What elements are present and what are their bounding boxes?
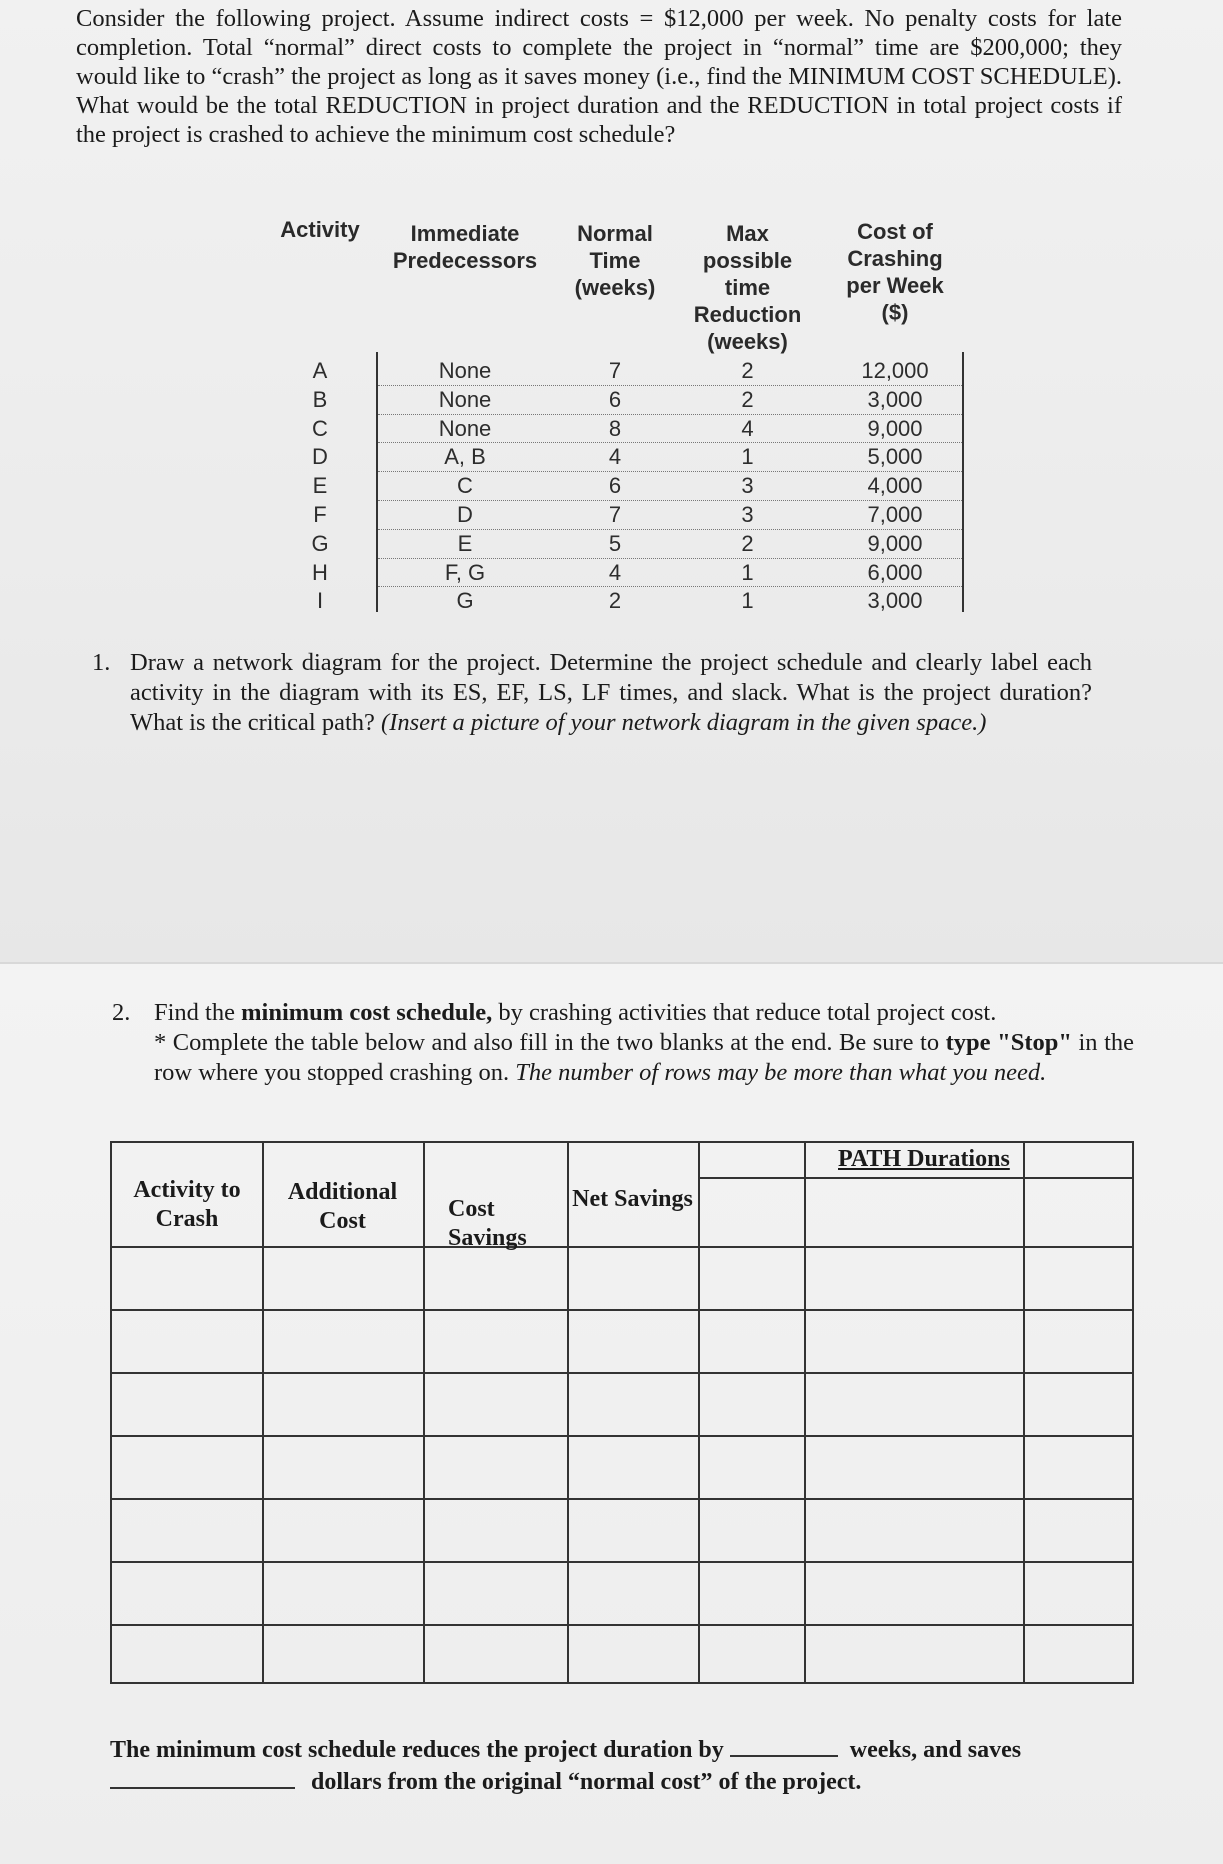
cell-max-reduction: 3 xyxy=(741,502,754,527)
cell-predecessors: None xyxy=(438,415,492,441)
cell-activity: F xyxy=(313,502,327,527)
cell-predecessors: C xyxy=(457,473,473,499)
question-1 xyxy=(92,648,1092,738)
cell-crash-cost: 9,000 xyxy=(867,415,923,441)
cell-normal-time: 7 xyxy=(608,358,622,383)
col-header-crash-cost: Cost of Crashing per Week ($) xyxy=(846,219,944,325)
crash-table-col-divider xyxy=(698,1143,700,1682)
crash-col-activity: Activity to Crash xyxy=(133,1177,241,1232)
cell-normal-time: 8 xyxy=(608,415,622,441)
cell-crash-cost: 4,000 xyxy=(867,473,923,499)
question-2-instruction-b: in the row where you stopped crashing on. xyxy=(154,1029,1134,1086)
crash-table-col-divider xyxy=(567,1143,569,1682)
question-2-number: 2. xyxy=(112,999,131,1026)
question-1-text: Draw a network diagram for the project. Determine the project schedule and clearly label each activity in the diagram with its ES, EF, LS, LF times, and slack. What is the project duration? What is the critical path? xyxy=(130,649,1092,736)
footer-text-c: dollars from the original “normal cost” of the project. xyxy=(311,1769,862,1795)
cell-crash-cost: 12,000 xyxy=(861,358,929,383)
cell-activity: I xyxy=(316,588,324,614)
cell-normal-time: 7 xyxy=(608,502,622,527)
cell-normal-time: 4 xyxy=(608,444,622,470)
question-2-instruction: * Complete the table below and also fill in the two blanks at the end. Be sure to xyxy=(154,1029,946,1056)
question-2 xyxy=(112,998,1134,1088)
cell-max-reduction: 2 xyxy=(741,358,754,383)
crash-col-net-savings: Net Savings xyxy=(572,1186,693,1212)
cell-normal-time: 4 xyxy=(608,559,622,585)
cell-normal-time: 6 xyxy=(608,386,622,412)
cell-predecessors: A, B xyxy=(444,444,486,470)
crash-table-row-divider xyxy=(112,1435,1132,1437)
col-header-normal-time: Normal Time (weeks) xyxy=(574,221,656,300)
crash-table-row-divider xyxy=(112,1561,1132,1563)
table-divider-left xyxy=(376,352,378,612)
cell-activity: G xyxy=(311,530,329,556)
footer-text-a: The minimum cost schedule reduces the project duration by xyxy=(110,1737,724,1763)
cell-predecessors: None xyxy=(438,358,492,383)
cell-crash-cost: 9,000 xyxy=(867,530,923,556)
question-2-type-word: type xyxy=(945,1029,991,1056)
question-1-note: (Insert a picture of your network diagram in the given space.) xyxy=(381,709,987,736)
cell-predecessors: E xyxy=(457,530,473,556)
cost-savings-blank[interactable] xyxy=(110,1765,295,1789)
question-2-text-b: by crashing activities that reduce total project cost. xyxy=(492,999,997,1026)
crash-table-path-divider xyxy=(698,1177,1132,1179)
crash-table-col-divider xyxy=(1023,1143,1025,1682)
question-2-stop-word: "Stop" xyxy=(997,1029,1072,1056)
footer-summary xyxy=(110,1733,1134,1797)
cell-activity: D xyxy=(312,444,328,470)
cell-crash-cost: 6,000 xyxy=(867,559,923,585)
crash-table xyxy=(110,1141,1134,1684)
cell-crash-cost: 3,000 xyxy=(867,386,923,412)
crash-table-row-divider xyxy=(112,1624,1132,1626)
cell-max-reduction: 2 xyxy=(741,530,754,556)
cell-activity: C xyxy=(312,415,328,441)
crash-table-col-divider xyxy=(423,1143,425,1682)
crash-table-col-divider xyxy=(804,1143,806,1682)
cell-crash-cost: 7,000 xyxy=(867,502,923,527)
crash-table-row-divider xyxy=(112,1246,1132,1248)
cell-normal-time: 2 xyxy=(608,588,622,614)
cell-predecessors: D xyxy=(457,502,473,527)
cell-crash-cost: 5,000 xyxy=(867,444,923,470)
cell-predecessors: F, G xyxy=(444,559,486,585)
cell-max-reduction: 2 xyxy=(741,386,754,412)
col-header-max-reduction: Max possible time Reduction (weeks) xyxy=(693,221,802,354)
cell-activity: E xyxy=(312,473,328,499)
col-header-activity: Activity xyxy=(280,217,360,242)
footer-text-b: weeks, and saves xyxy=(849,1737,1022,1763)
crash-table-row-divider xyxy=(112,1498,1132,1500)
cell-normal-time: 6 xyxy=(608,473,622,499)
crash-table-row-divider xyxy=(112,1372,1132,1374)
crash-table-row-divider xyxy=(112,1309,1132,1311)
question-2-bold-a: minimum cost schedule, xyxy=(241,999,493,1026)
crash-col-additional-cost: Additional Cost xyxy=(287,1179,398,1234)
cell-max-reduction: 3 xyxy=(741,473,754,499)
table-divider-right xyxy=(962,352,964,612)
cell-predecessors: G xyxy=(456,588,474,614)
crash-col-cost-savings: Cost Savings xyxy=(448,1196,527,1251)
cell-crash-cost: 3,000 xyxy=(867,588,923,614)
question-1-number: 1. xyxy=(92,649,111,676)
col-header-predecessors: Immediate Predecessors xyxy=(392,221,538,273)
question-2-text-a: Find the xyxy=(154,999,242,1026)
cell-max-reduction: 4 xyxy=(741,415,754,441)
cell-max-reduction: 1 xyxy=(741,588,754,614)
question-2-note: The number of rows may be more than what you need. xyxy=(515,1059,1047,1086)
cell-max-reduction: 1 xyxy=(741,559,754,585)
cell-activity: B xyxy=(312,386,328,412)
intro-paragraph: Consider the following project. Assume indirect costs = $12,000 per week. No penalty costs for late completion. Total “normal” direct costs to complete the project in “normal” time are $200,000; they would like to “crash” the project as long as it saves money (i.e., find the MINIMUM COST SCHEDULE). What would be the total REDUCTION in project duration and the REDUCTION in total project costs if the project is crashed to achieve the minimum cost schedule? xyxy=(76,5,1122,148)
cell-activity: H xyxy=(312,559,328,585)
cell-predecessors: None xyxy=(438,386,492,412)
cell-normal-time: 5 xyxy=(608,530,622,556)
cell-activity: A xyxy=(312,358,328,383)
path-durations-title: PATH Durations xyxy=(838,1146,1010,1172)
duration-reduction-blank[interactable] xyxy=(730,1733,838,1757)
cell-max-reduction: 1 xyxy=(741,444,754,470)
